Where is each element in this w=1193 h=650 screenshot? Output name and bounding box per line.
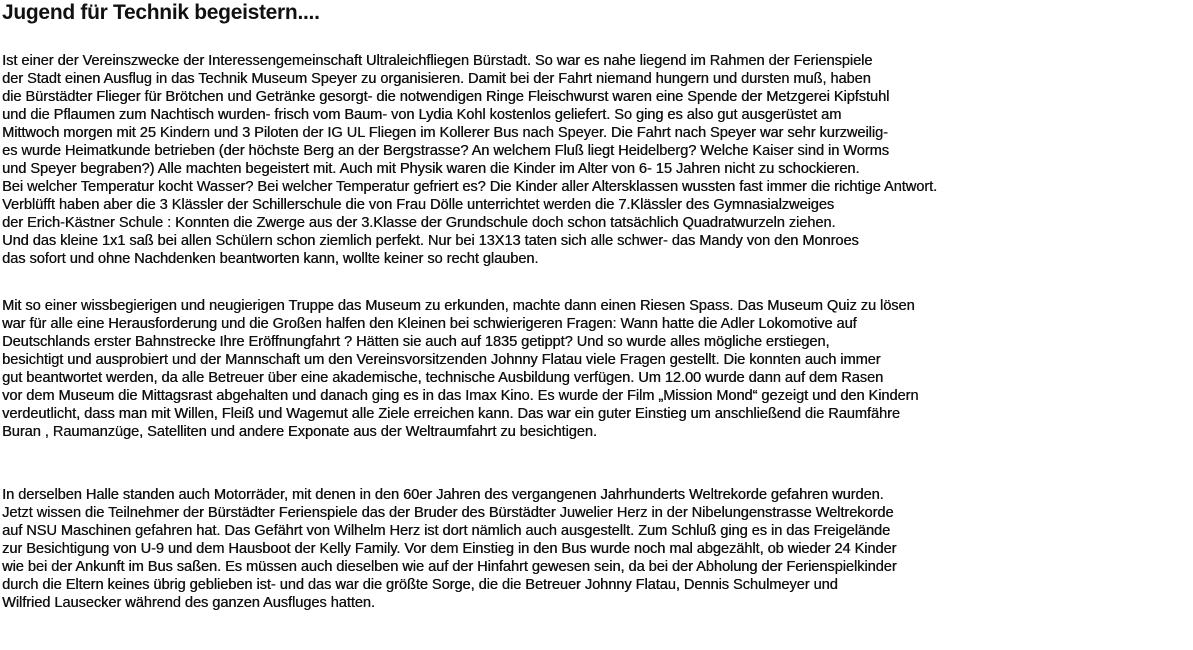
text-line: und die Pflaumen zum Nachtisch wurden- frisch vom Baum- von Lydia Kohl kostenlos geliefert. So ging es also gut ausgerüstet am: [2, 107, 842, 123]
text-line: Mit so einer wissbegierigen und neugierigen Truppe das Museum zu erkunden, machte dann einen Riesen Spass. Das Museum Quiz zu lösen: [2, 298, 915, 314]
text-line: Verblüfft haben aber die 3 Klässler der Schillerschule die von Frau Dölle unterrichtet werden die 7.Klässler des Gymnasialzweiges: [2, 197, 835, 213]
text-line: auf NSU Maschinen gefahren hat. Das Gefährt von Wilhelm Herz ist dort nämlich auch ausgestellt. Zum Schluß ging es in das Freigelände: [2, 523, 891, 539]
text-line: das sofort und ohne Nachdenken beantworten kann, wollte keiner so recht glauben.: [2, 251, 539, 267]
text-line: Deutschlands erster Bahnstrecke Ihre Eröffnungfahrt ? Hätten sie auch auf 1835 getippt? Und so wurde alles mögliche erstiegen,: [2, 334, 830, 350]
text-line: es wurde Heimatkunde betrieben (der höchste Berg an der Bergstrasse? An welchem Fluß liegt Heidelberg? Welche Kaiser sind in Worms: [2, 143, 889, 159]
text-line: zur Besichtigung von U-9 und dem Hausboot der Kelly Family. Vor dem Einstieg in den Bus wurde noch mal abgezählt, ob wieder 24 Kinder: [2, 541, 897, 557]
text-line: Ist einer der Vereinszwecke der Interessengemeinschaft Ultraleichfliegen Bürstadt. So war es nahe liegend im Rahmen der Ferienspiele: [2, 53, 873, 69]
text-line: In derselben Halle standen auch Motorräder, mit denen in den 60er Jahren des vergangenen Jahrhunderts Weltrekorde gefahren wurden.: [2, 487, 884, 503]
text-line: und Speyer begraben?) Alle machten begeistert mit. Auch mit Physik waren die Kinder im Alter von 6- 15 Jahren nicht zu schockieren.: [2, 161, 860, 177]
text-line: Jetzt wissen die Teilnehmer der Bürstädter Ferienspiele das der Bruder des Bürstädter Juwelier Herz in der Nibelungenstrasse Weltrekorde: [2, 505, 894, 521]
text-line: vor dem Museum die Mittagsrast abgehalten und danach ging es in das Imax Kino. Es wurde der Film „Mission Mond“ gezeigt und den Kindern: [2, 388, 919, 404]
text-line: Mittwoch morgen mit 25 Kindern und 3 Piloten der IG UL Fliegen im Kollerer Bus nach Speyer. Die Fahrt nach Speyer war sehr kurzweilig-: [2, 125, 888, 141]
text-line: der Stadt einen Ausflug in das Technik Museum Speyer zu organisieren. Damit bei der Fahrt niemand hungern und dursten muß, haben: [2, 71, 871, 87]
text-line: durch die Eltern keines übrig geblieben ist- und das war die größte Sorge, die die Betreuer Johnny Flatau, Dennis Schulmeyer und: [2, 577, 838, 593]
text-line: Bei welcher Temperatur kocht Wasser? Bei welcher Temperatur gefriert es? Die Kinder aller Altersklassen wussten fast immer die richtige Antwort.: [2, 179, 938, 195]
text-line: der Erich-Kästner Schule : Konnten die Zwerge aus der 3.Klasse der Grundschule doch schon tatsächlich Quadratwurzeln ziehen.: [2, 215, 836, 231]
text-line: die Bürstädter Flieger für Brötchen und Getränke gesorgt- die notwendigen Ringe Fleischwurst waren eine Spende der Metzgerei Kipfstuhl: [2, 89, 890, 105]
text-line: wie bei der Ankunft im Bus saßen. Es müssen auch dieselben wie auf der Hinfahrt gewesen sein, da bei der Abholung der Ferienspielkinder: [2, 559, 897, 575]
text-line: Und das kleine 1x1 saß bei allen Schülern schon ziemlich perfekt. Nur bei 13X13 taten sich alle schwer- das Mandy von den Monroes: [2, 233, 859, 249]
text-line: war für alle eine Herausforderung und die Großen halfen den Kleinen bei schwierigeren Fragen: Wann hatte die Adler Lokomotive auf: [2, 316, 857, 332]
text-line: verdeutlicht, dass man mit Willen, Fleiß und Wagemut alle Ziele erreichen kann. Das war ein guter Einstieg um anschließend die Raumfähre: [2, 406, 900, 422]
text-line: Wilfried Lausecker während des ganzen Ausfluges hatten.: [2, 595, 375, 611]
page-title: Jugend für Technik begeistern....: [2, 1, 320, 24]
text-line: besichtigt und ausprobiert und der Mannschaft um den Vereinsvorsitzenden Johnny Flatau viele Fragen gestellt. Die konnten auch immer: [2, 352, 881, 368]
text-line: gut beantwortet werden, da alle Betreuer über eine akademische, technische Ausbildung verfügen. Um 12.00 wurde dann auf dem Rasen: [2, 370, 884, 386]
text-line: Buran , Raumanzüge, Satelliten und andere Exponate aus der Weltraumfahrt zu besichtigen.: [2, 424, 597, 440]
